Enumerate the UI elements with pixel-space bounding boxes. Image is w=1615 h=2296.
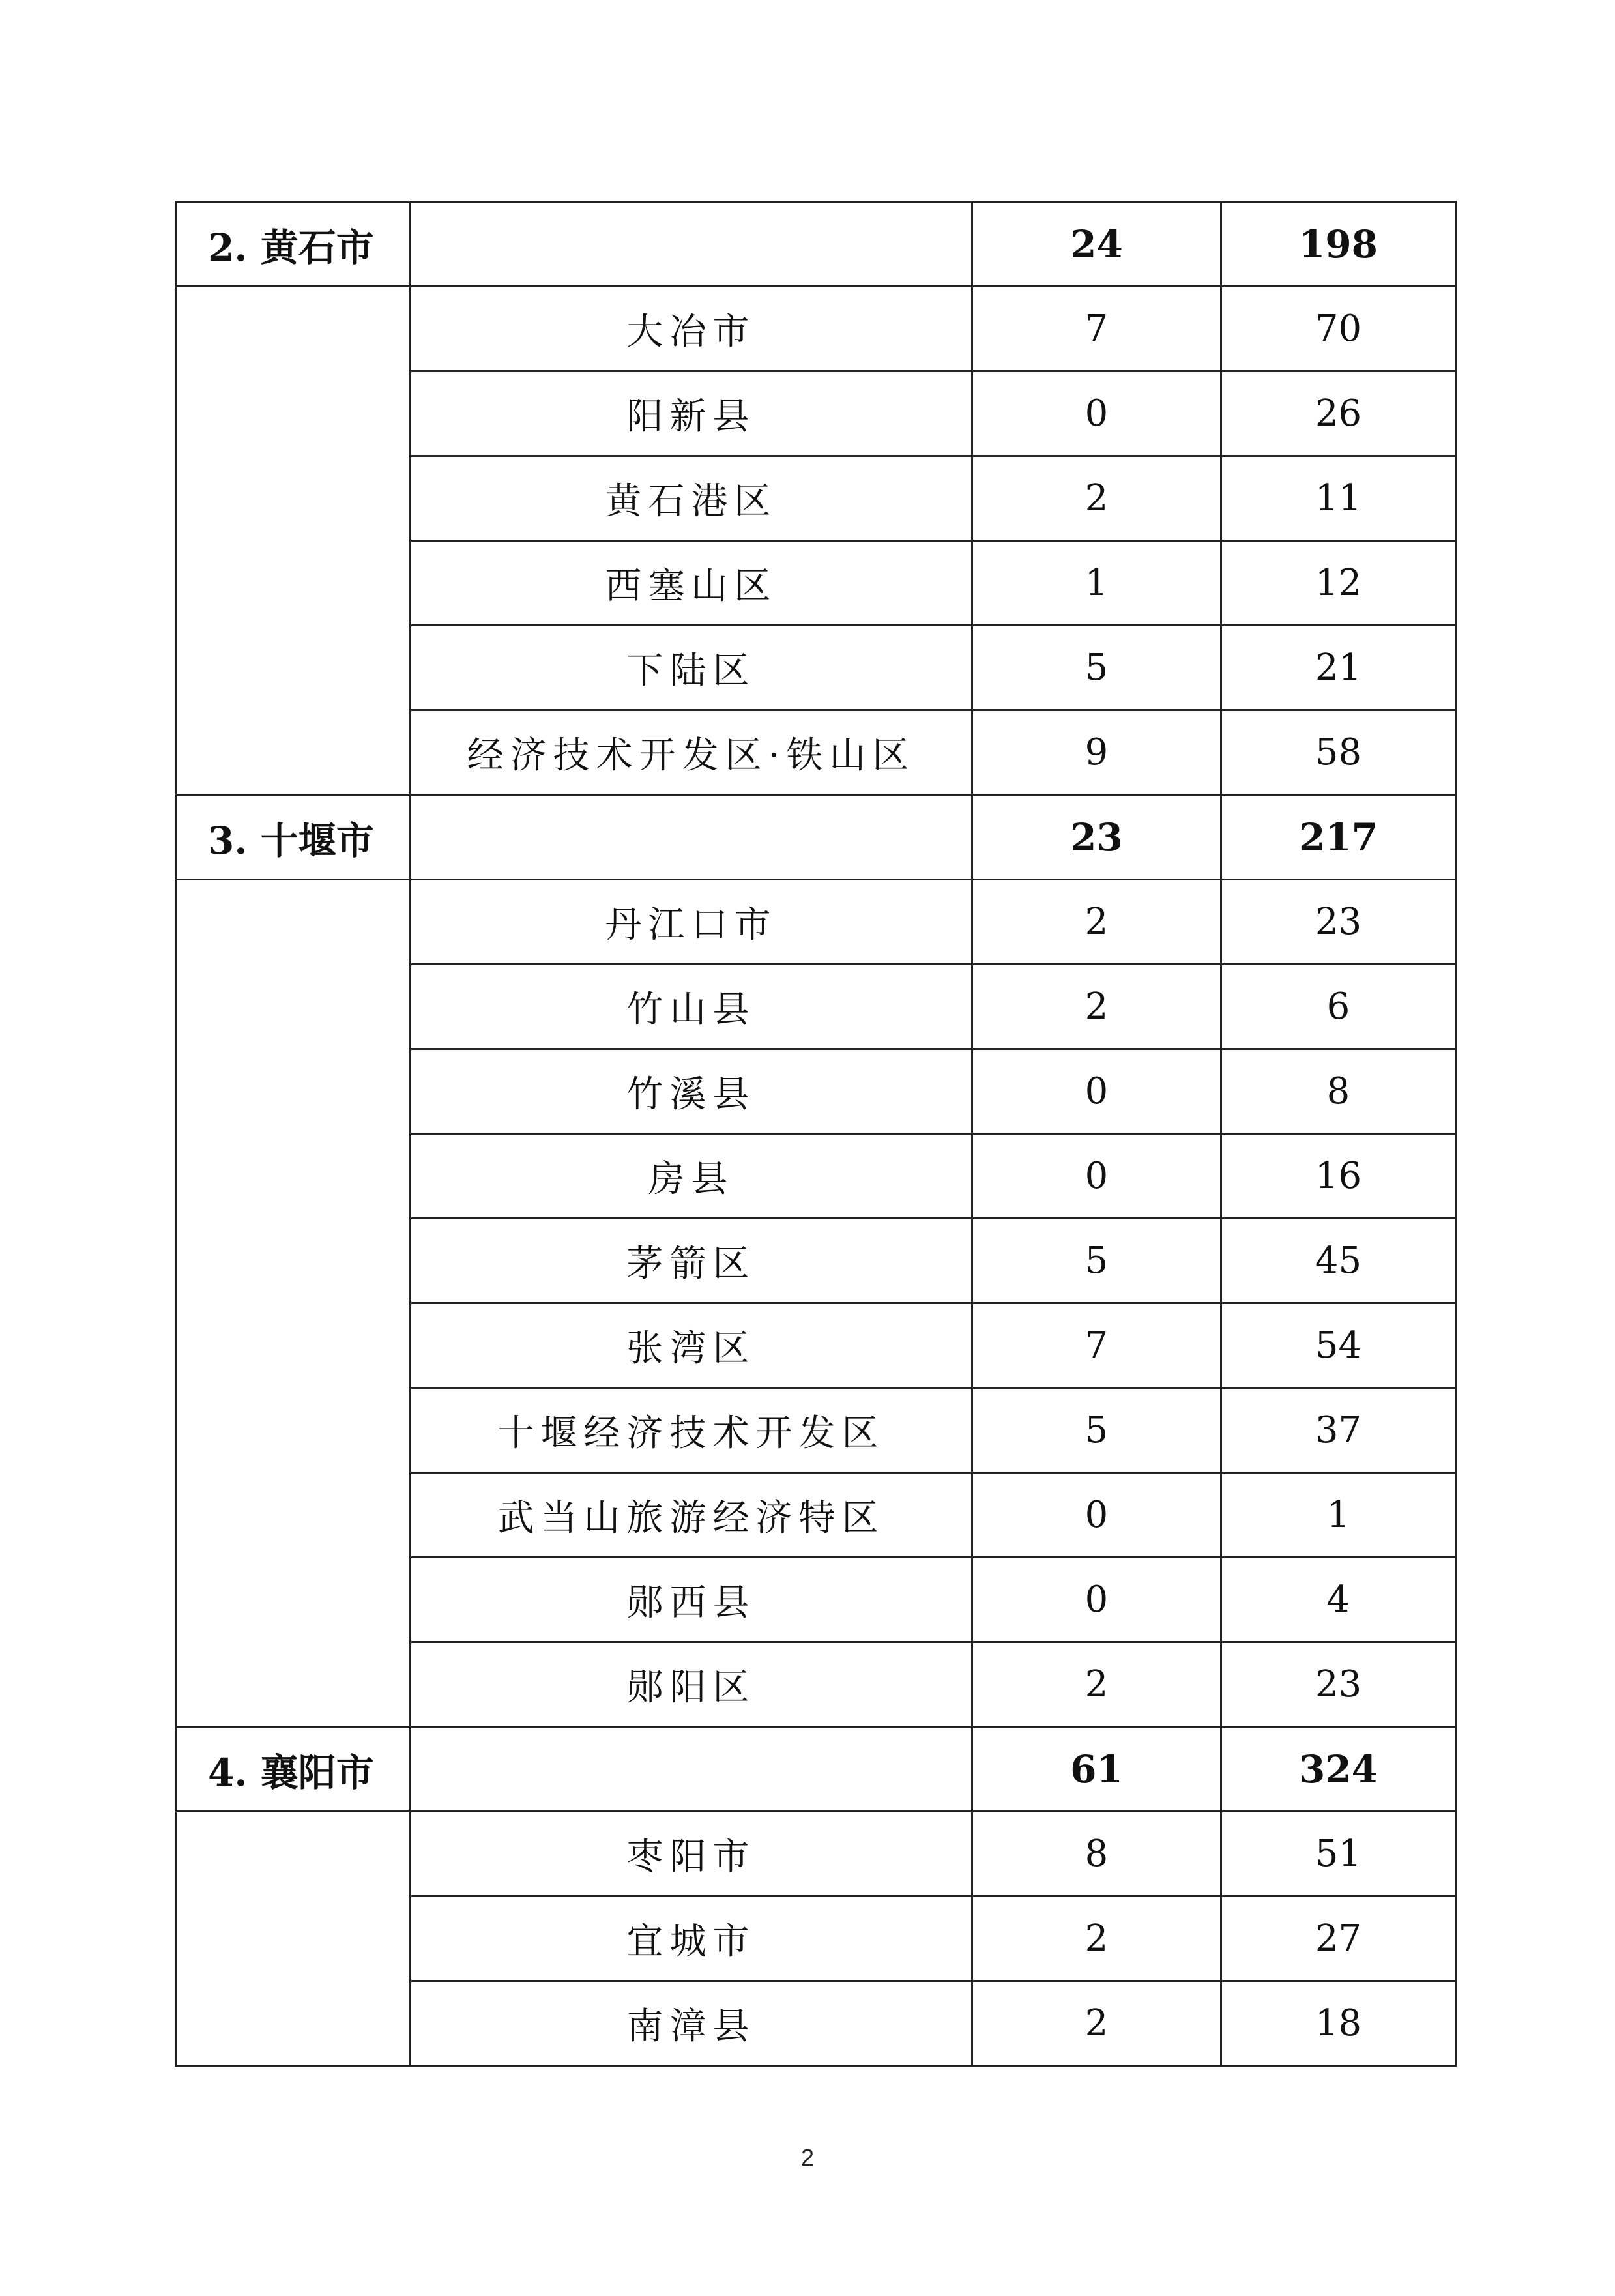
district-name: 大冶市 — [411, 287, 972, 371]
city-count-b: 324 — [1221, 1727, 1456, 1812]
district-count-b: 37 — [1221, 1388, 1456, 1473]
district-count-a: 2 — [972, 1981, 1221, 2066]
city-count-b: 198 — [1221, 202, 1456, 287]
district-count-b: 12 — [1221, 541, 1456, 626]
district-name: 郧阳区 — [411, 1642, 972, 1727]
city-count-a: 23 — [972, 795, 1221, 880]
district-name: 茅箭区 — [411, 1219, 972, 1303]
district-count-b: 26 — [1221, 371, 1456, 456]
district-name: 张湾区 — [411, 1303, 972, 1388]
district-name: 南漳县 — [411, 1981, 972, 2066]
table-row — [176, 880, 1456, 965]
district-count-b: 4 — [1221, 1558, 1456, 1642]
group-spacer-cell — [176, 880, 411, 1727]
district-name: 阳新县 — [411, 371, 972, 456]
district-count-a: 8 — [972, 1812, 1221, 1896]
district-count-b: 23 — [1221, 880, 1456, 965]
district-count-b: 70 — [1221, 287, 1456, 371]
district-count-a: 0 — [972, 1049, 1221, 1134]
table-body — [176, 202, 1456, 2066]
group-spacer-cell — [176, 287, 411, 795]
district-name: 十堰经济技术开发区 — [411, 1388, 972, 1473]
district-name: 竹溪县 — [411, 1049, 972, 1134]
district-count-b: 16 — [1221, 1134, 1456, 1219]
district-count-a: 2 — [972, 1896, 1221, 1981]
district-count-b: 23 — [1221, 1642, 1456, 1727]
district-count-a: 1 — [972, 541, 1221, 626]
district-count-a: 0 — [972, 1473, 1221, 1558]
district-count-a: 9 — [972, 710, 1221, 795]
district-count-b: 27 — [1221, 1896, 1456, 1981]
city-name: 3. 十堰市 — [176, 795, 411, 880]
district-count-a: 0 — [972, 371, 1221, 456]
district-count-a: 0 — [972, 1134, 1221, 1219]
page-number: 2 — [800, 2144, 815, 2171]
city-count-a: 24 — [972, 202, 1221, 287]
city-header-row — [176, 795, 1456, 880]
district-count-b: 58 — [1221, 710, 1456, 795]
city-blank-cell — [411, 795, 972, 880]
district-name: 西塞山区 — [411, 541, 972, 626]
district-name: 下陆区 — [411, 626, 972, 710]
district-count-a: 5 — [972, 1219, 1221, 1303]
city-blank-cell — [411, 1727, 972, 1812]
district-count-a: 7 — [972, 287, 1221, 371]
district-count-b: 54 — [1221, 1303, 1456, 1388]
district-count-a: 5 — [972, 626, 1221, 710]
district-name: 经济技术开发区·铁山区 — [411, 710, 972, 795]
district-name: 武当山旅游经济特区 — [411, 1473, 972, 1558]
city-blank-cell — [411, 202, 972, 287]
district-count-a: 2 — [972, 456, 1221, 541]
district-count-a: 0 — [972, 1558, 1221, 1642]
district-count-b: 6 — [1221, 965, 1456, 1049]
city-name: 4. 襄阳市 — [176, 1727, 411, 1812]
district-count-a: 2 — [972, 880, 1221, 965]
district-count-a: 2 — [972, 1642, 1221, 1727]
city-count-b: 217 — [1221, 795, 1456, 880]
district-count-b: 45 — [1221, 1219, 1456, 1303]
district-name: 竹山县 — [411, 965, 972, 1049]
district-name: 宜城市 — [411, 1896, 972, 1981]
district-name: 房县 — [411, 1134, 972, 1219]
district-name: 黄石港区 — [411, 456, 972, 541]
district-table — [175, 201, 1457, 2067]
table-row — [176, 287, 1456, 371]
city-name: 2. 黄石市 — [176, 202, 411, 287]
table-row — [176, 1812, 1456, 1896]
district-count-b: 8 — [1221, 1049, 1456, 1134]
district-count-b: 18 — [1221, 1981, 1456, 2066]
district-name: 枣阳市 — [411, 1812, 972, 1896]
city-header-row — [176, 202, 1456, 287]
city-header-row — [176, 1727, 1456, 1812]
district-name: 郧西县 — [411, 1558, 972, 1642]
city-count-a: 61 — [972, 1727, 1221, 1812]
district-count-a: 5 — [972, 1388, 1221, 1473]
district-count-b: 1 — [1221, 1473, 1456, 1558]
district-count-a: 2 — [972, 965, 1221, 1049]
group-spacer-cell — [176, 1812, 411, 2066]
district-count-b: 21 — [1221, 626, 1456, 710]
district-count-b: 11 — [1221, 456, 1456, 541]
district-count-b: 51 — [1221, 1812, 1456, 1896]
district-name: 丹江口市 — [411, 880, 972, 965]
district-count-a: 7 — [972, 1303, 1221, 1388]
